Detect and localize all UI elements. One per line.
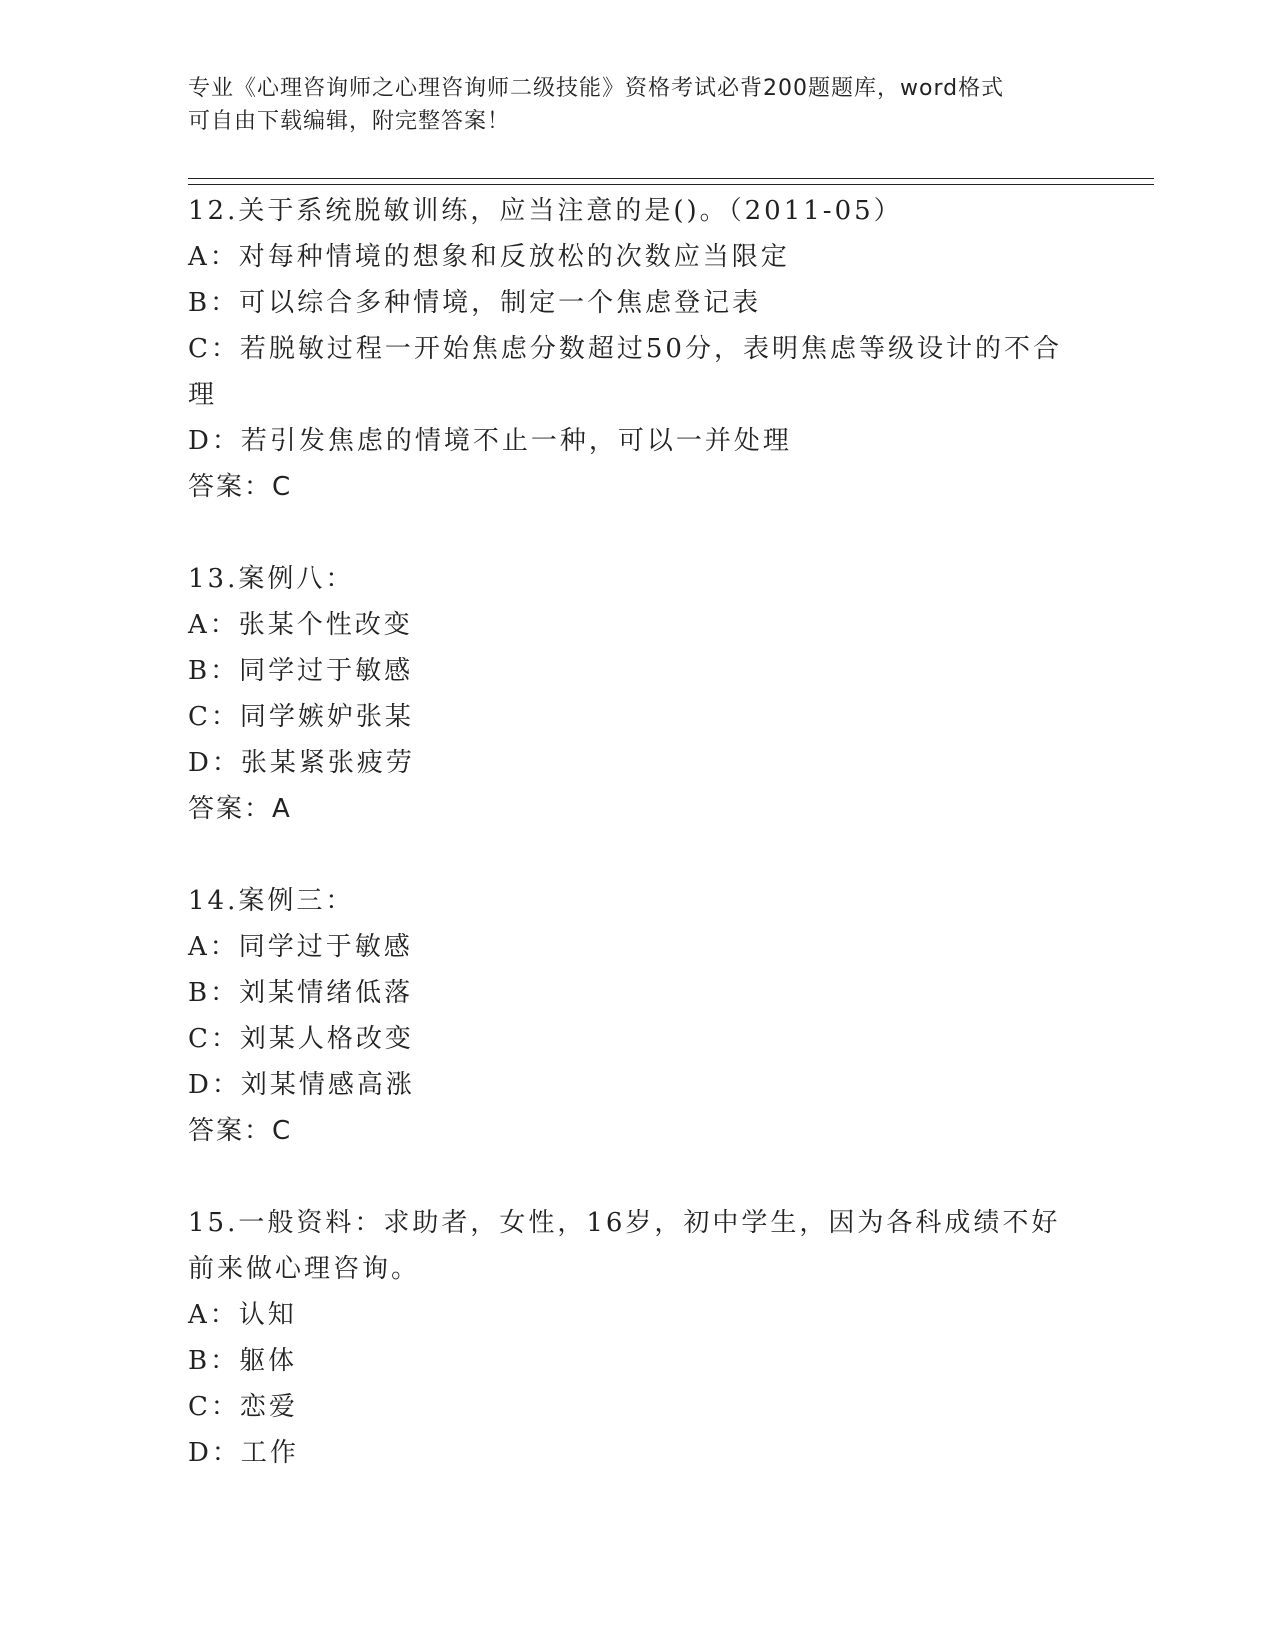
option-b: B：可以综合多种情境，制定一个焦虑登记表 <box>188 288 762 318</box>
answer: 答案：A <box>188 794 292 824</box>
header-divider-top <box>188 178 1154 179</box>
option-b: B：躯体 <box>188 1346 298 1376</box>
question-14 <box>188 878 1088 1154</box>
option-a: A：认知 <box>188 1300 297 1330</box>
option-d: D：工作 <box>188 1438 299 1468</box>
option-c: C：同学嫉妒张某 <box>188 702 414 732</box>
answer: 答案：C <box>188 1116 293 1146</box>
option-c: C：刘某人格改变 <box>188 1024 414 1054</box>
option-a: A：同学过于敏感 <box>188 932 413 962</box>
option-c: C：恋爱 <box>188 1392 298 1422</box>
header-line-2: 可自由下载编辑，附完整答案！ <box>188 109 511 134</box>
question-list <box>188 188 1088 1522</box>
option-b: B：刘某情绪低落 <box>188 978 414 1008</box>
option-c: C：若脱敏过程一开始焦虑分数超过50分，表明焦虑等级设计的不合理 <box>188 334 1062 410</box>
option-b: B：同学过于敏感 <box>188 656 414 686</box>
question-stem: 12.关于系统脱敏训练，应当注意的是()。（2011-05） <box>188 196 903 226</box>
question-15 <box>188 1200 1088 1476</box>
question-13 <box>188 556 1088 832</box>
header-divider-bottom <box>188 184 1154 185</box>
option-a: A：张某个性改变 <box>188 610 413 640</box>
option-d: D：若引发焦虑的情境不止一种，可以一并处理 <box>188 426 792 456</box>
option-a: A：对每种情境的想象和反放松的次数应当限定 <box>188 242 790 272</box>
answer: 答案：C <box>188 472 293 502</box>
option-d: D：刘某情感高涨 <box>188 1070 415 1100</box>
question-stem: 15.一般资料：求助者，女性，16岁，初中学生，因为各科成绩不好前来做心理咨询。 <box>188 1208 1061 1284</box>
option-d: D：张某紧张疲劳 <box>188 748 415 778</box>
question-12 <box>188 188 1088 510</box>
header-line-1: 专业《心理咨询师之心理咨询师二级技能》资格考试必背200题题库，word格式 <box>188 76 1005 101</box>
question-stem: 13.案例八： <box>188 564 355 594</box>
question-stem: 14.案例三： <box>188 886 355 916</box>
document-header <box>188 72 1088 138</box>
